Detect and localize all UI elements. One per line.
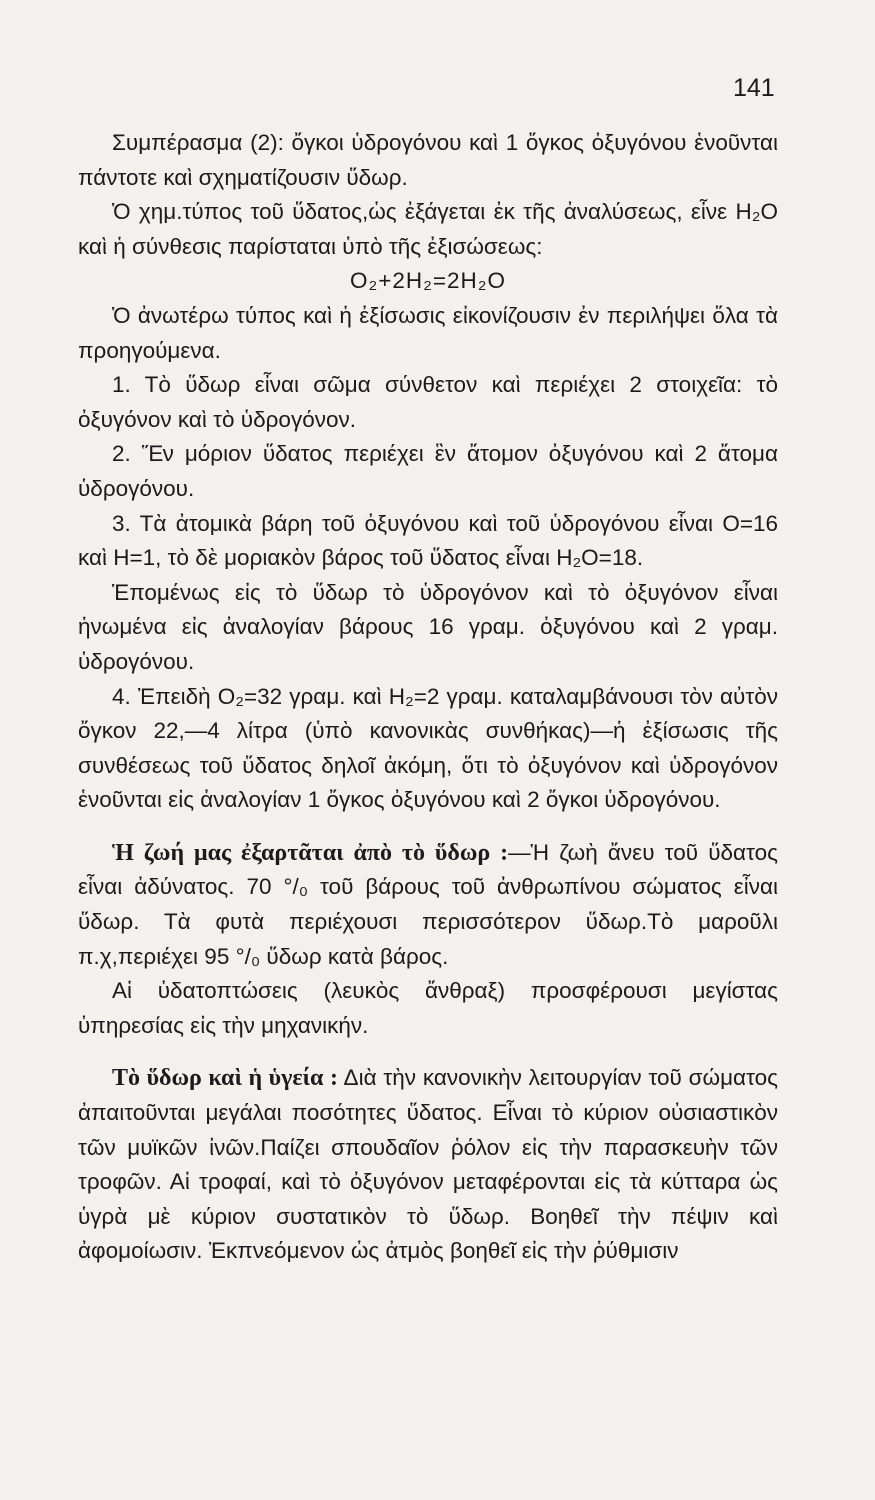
paragraph-water-and-health bbox=[78, 1061, 778, 1269]
list-item-2: 2. Ἕν μόριον ὕδατος περιέχει ἓν ἄτομον ὀξυγόνου καὶ 2 ἄτομα ὑδρογόνου. bbox=[78, 441, 778, 501]
section-heading-life: Ἡ ζωή μας ἐξαρτᾶται ἀπὸ τὸ ὕδωρ : bbox=[112, 839, 509, 866]
page-number: 141 bbox=[733, 74, 775, 102]
paragraph-life-depends-on-water bbox=[78, 836, 778, 974]
section-gap bbox=[78, 818, 778, 836]
paragraph-consequently: Ἑπομένως εἰς τὸ ὕδωρ τὸ ὑδρογόνον καὶ τὸ ὀξυγόνον εἶναι ἡνωμένα εἰς ἀναλογίαν βάρους 16 γραμ. ὀξυγόνου καὶ 2 γραμ. ὑδρογόνου. bbox=[78, 579, 778, 674]
equation: O₂+2H₂=2H₂O bbox=[349, 268, 506, 294]
section-heading-health: Τὸ ὕδωρ καὶ ἡ ὑγεία : bbox=[112, 1065, 338, 1092]
list-item-4: 4. Ἐπειδὴ O₂=32 γραμ. καὶ H₂=2 γραμ. καταλαμβάνουσι τὸν αὐτὸν ὄγκον 22,—4 λίτρα (ὑπὸ κανονικὰς συνθήκας)—ἡ ἐξίσωσις τῆς συνθέσεως τοῦ ὕδατος δηλοῖ ἀκόμη, ὅτι τὸ ὀξυγόνον καὶ ὑδρογόνον ἑνοῦνται εἰς ἀναλογίαν 1 ὄγκος ὀξυγόνου καὶ 2 ὄγκοι ὑδρογόνου. bbox=[78, 683, 778, 813]
paragraph-waterfalls: Αἱ ὑδατοπτώσεις (λευκὸς ἄνθραξ) προσφέρουσι μεγίστας ὑπηρεσίας εἰς τὴν μηχανικήν. bbox=[78, 978, 778, 1038]
section-gap bbox=[78, 1043, 778, 1061]
page-text bbox=[78, 126, 778, 1269]
paragraph-chemical-formula: Ὁ χημ.τύπος τοῦ ὕδατος,ὡς ἐξάγεται ἐκ τῆς ἀναλύσεως, εἶνε H₂O καὶ ἡ σύνθεσις παρίσταται ὑπὸ τῆς ἐξισώσεως: bbox=[78, 199, 778, 259]
section-body-health: Διὰ τὴν κανονικὴν λειτουργίαν τοῦ σώματος ἀπαιτοῦνται μεγάλαι ποσότητες ὕδατος. Εἶναι τὸ κύριον οὐσιαστικὸν τῶν μυϊκῶν ἰνῶν.Παίζει σπουδαῖον ῥόλον εἰς τὴν παρασκευὴν τῶν τροφῶν. Αἱ τροφαί, καὶ τὸ ὀξυγόνον μεταφέρονται εἰς τὰ κύτταρα ὡς ὑγρὰ μὲ κύριον συστατικὸν τὸ ὕδωρ. Βοηθεῖ τὴν πέψιν καὶ ἀφομοίωσιν. Ἐκπνεόμενον ὡς ἀτμὸς βοηθεῖ εἰς τὴν ῥύθμισιν bbox=[78, 1065, 778, 1264]
section-body-life: —Ἡ ζωὴ ἄνευ τοῦ ὕδατος εἶναι ἀδύνατος. 70 °/₀ τοῦ βάρους τοῦ ἀνθρωπίνου σώματος εἶναι ὕδωρ. Τὰ φυτὰ περιέχουσι περισσότερον ὕδωρ.Τὸ μαροῦλι π.χ,περιέχει 95 °/₀ ὕδωρ κατὰ βάρος. bbox=[78, 839, 778, 969]
paragraph-summary: Ὁ ἀνωτέρω τύπος καὶ ἡ ἐξίσωσις εἰκονίζουσιν ἐν περιλήψει ὅλα τὰ προηγούμενα. bbox=[78, 302, 778, 363]
list-item-1: 1. Τὸ ὕδωρ εἶναι σῶμα σύνθετον καὶ περιέχει 2 στοιχεῖα: τὸ ὀξυγόνον καὶ τὸ ὑδρογόνον. bbox=[78, 372, 778, 432]
list-item-3: 3. Τὰ ἀτομικὰ βάρη τοῦ ὀξυγόνου καὶ τοῦ ὑδρογόνου εἶναι O=16 καὶ H=1, τὸ δὲ μοριακὸν βάρος τοῦ ὕδατος εἶναι H₂O=18. bbox=[78, 510, 778, 571]
paragraph-conclusion: Συμπέρασμα (2): ὄγκοι ὑδρογόνου καὶ 1 ὄγκος ὀξυγόνου ἑνοῦνται πάντοτε καὶ σχηματίζουσιν ὕδωρ. bbox=[78, 130, 778, 190]
